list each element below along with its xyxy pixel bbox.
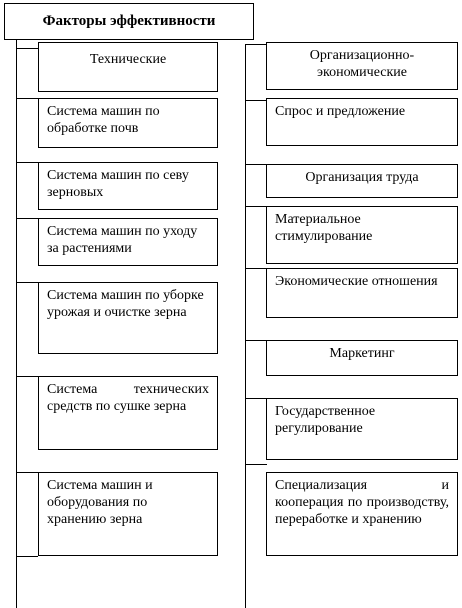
left-connector xyxy=(16,48,38,49)
left-connector xyxy=(16,376,38,377)
right-item-box: Спрос и предложение xyxy=(266,98,458,146)
right-item-box: Материальное стимулирование xyxy=(266,206,458,264)
right-item-box: Организация труда xyxy=(266,164,458,198)
right-item-box: Специализация и кооперация по производству, переработке и хранению xyxy=(266,472,458,556)
left-item-box: Система машин по обработке почв xyxy=(38,98,218,148)
right-trunk-line xyxy=(245,44,246,608)
right-connector xyxy=(245,100,267,101)
left-connector xyxy=(16,472,38,473)
left-item-box: Система технических средств по сушке зерна xyxy=(38,376,218,450)
right-connector xyxy=(245,398,267,399)
left-connector xyxy=(16,218,38,219)
right-header-box: Организационно-экономические xyxy=(266,42,458,90)
right-item-box: Маркетинг xyxy=(266,340,458,376)
right-item-box: Экономические отношения xyxy=(266,268,458,318)
left-connector xyxy=(16,282,38,283)
left-connector xyxy=(16,98,38,99)
left-header-box: Технические xyxy=(38,42,218,92)
left-connector xyxy=(16,556,38,557)
left-item-box: Система машин по уходу за растениями xyxy=(38,218,218,266)
right-connector xyxy=(245,164,267,165)
right-item-box: Государственное регулирование xyxy=(266,398,458,460)
right-connector xyxy=(245,340,267,341)
left-item-box: Система машин и оборудования по хранению зерна xyxy=(38,472,218,556)
diagram-title: Факторы эффективности xyxy=(4,3,254,40)
left-trunk-line xyxy=(16,40,17,608)
left-connector xyxy=(16,162,38,163)
right-connector xyxy=(245,464,267,465)
left-item-box: Система машин по уборке урожая и очистке зерна xyxy=(38,282,218,354)
right-connector xyxy=(245,206,267,207)
left-item-box: Система машин по севу зерновых xyxy=(38,162,218,210)
right-connector xyxy=(245,268,267,269)
right-connector xyxy=(245,44,267,45)
